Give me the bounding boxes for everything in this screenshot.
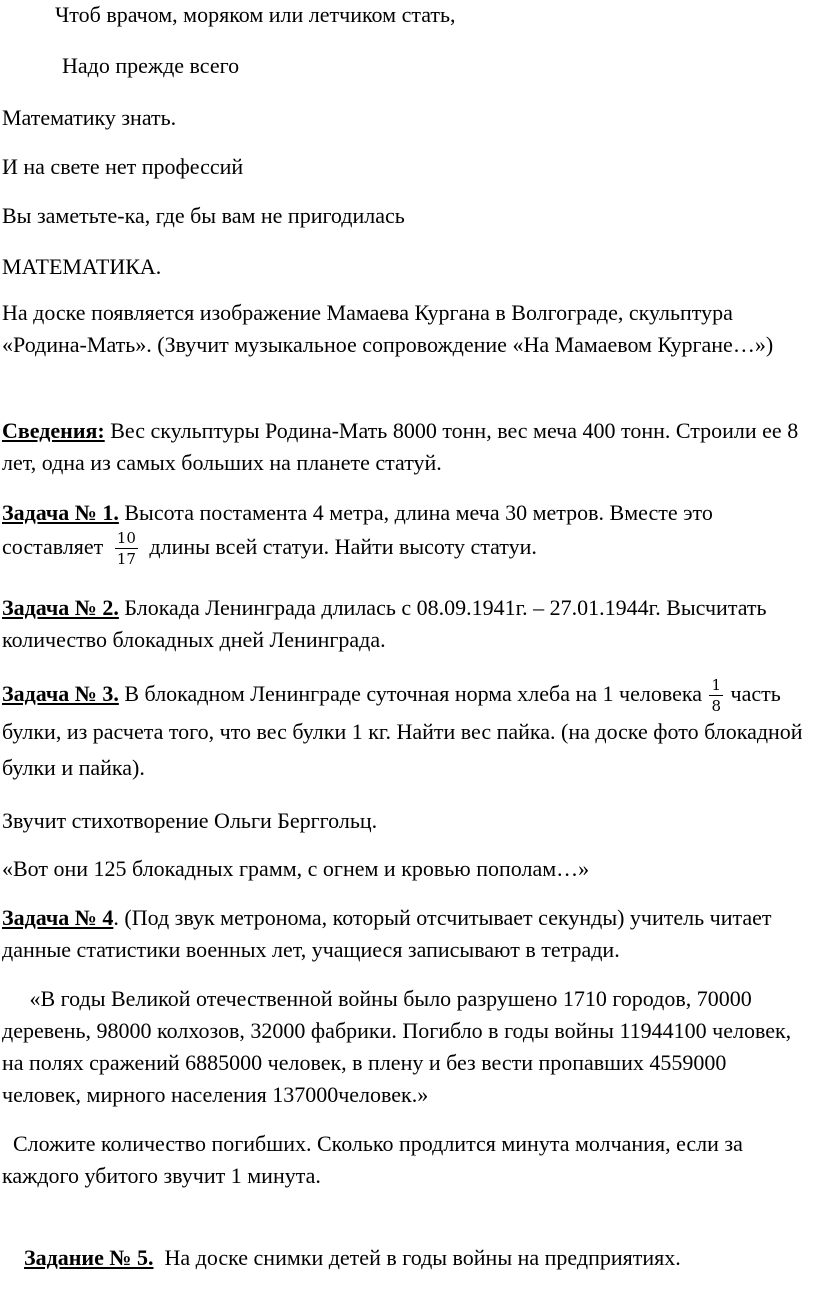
info-label: Сведения: [2, 418, 105, 443]
task-1-label: Задача № 1. [2, 500, 119, 525]
poem-line-2: Надо прежде всего [62, 53, 240, 78]
poem-line-5: Вы заметьте-ка, где бы вам не пригодилась [2, 203, 405, 228]
intro-paragraph: На доске появляется изображение Мамаева Кургана в Волгограде, скульптура «Родина-Мать». (Звучит музыкальное сопровождение «На Мамаевом Кургане…») [2, 300, 774, 357]
task-1-fraction-denominator: 17 [116, 550, 136, 569]
poem-line-1: Чтоб врачом, моряком или летчиком стать, [55, 2, 456, 27]
task-3-text-before: В блокадном Ленинграде суточная норма хлеба на 1 человека [118, 681, 702, 706]
task-3-label: Задача № 3. [2, 681, 119, 706]
poem-line-3: Математику знать. [2, 105, 177, 130]
task-3-fraction [709, 677, 723, 714]
task-1-text-before: Высота постамента 4 метра, длина меча 30 метров. Вместе это составляет [2, 500, 713, 559]
task-5-paragraph [2, 1210, 807, 1306]
silence-paragraph: Сложите количество погибших. Сколько продлится минута молчания, если за каждого убитого звучит 1 минута. [2, 1131, 749, 1188]
info-text: Вес скульптуры Родина-Мать 8000 тонн, вес меча 400 тонн. Строили ее 8 лет, одна из самых больших на планете статуй. [2, 418, 799, 475]
task-1-fraction [115, 530, 138, 567]
task-4-label: Задача № 4 [2, 905, 114, 930]
task-3-text-after: часть булки, из расчета того, что вес булки 1 кг. Найти вес пайка. (на доске фото блокадной булки и пайка). [2, 681, 803, 781]
statistics-paragraph: «В годы Великой отечественной войны было разрушено 1710 городов, 70000 деревень, 98000 колхозов, 32000 фабрики. Погибло в годы войны 11944100 человек, на полях сражений 6885000 человек, в плену и без вести пропавших 4559000 человек, мирного населения 137000человек.» [2, 986, 797, 1107]
task-3-fraction-denominator: 8 [711, 697, 722, 716]
task-1-text-after: длины всей статуи. Найти высоту статуи. [143, 534, 537, 559]
poem-2-quote: «Вот они 125 блокадных грамм, с огнем и кровью пополам…» [2, 856, 590, 881]
task-2-paragraph [2, 592, 807, 656]
fraction-bar [115, 548, 138, 549]
task-2-label: Задача № 2. [2, 595, 119, 620]
task-1-fraction-numerator: 10 [116, 529, 136, 548]
task-3-fraction-numerator: 1 [711, 676, 722, 695]
task-4-text: . (Под звук метронома, который отсчитывает секунды) учитель читает данные статистики военных лет, учащиеся записывают в тетради. [2, 905, 772, 962]
info-paragraph [2, 415, 807, 479]
poem-2-intro: Звучит стихотворение Ольги Берггольц. [2, 808, 378, 833]
poem-line-6: МАТЕМАТИКА. [2, 254, 162, 279]
task-5-text: На доске снимки детей в годы войны на предприятиях. [153, 1245, 681, 1270]
task-4-paragraph [2, 902, 807, 966]
poem-line-4: И на свете нет профессий [2, 154, 244, 179]
task-1-paragraph [2, 496, 807, 567]
fraction-bar [709, 695, 723, 696]
task-3-paragraph [2, 676, 807, 786]
task-2-text: Блокада Ленинграда длилась с 08.09.1941г. – 27.01.1944г. Высчитать количество блокадных дней Ленинграда. [2, 595, 767, 652]
task-5-label: Задание № 5. [24, 1245, 154, 1270]
